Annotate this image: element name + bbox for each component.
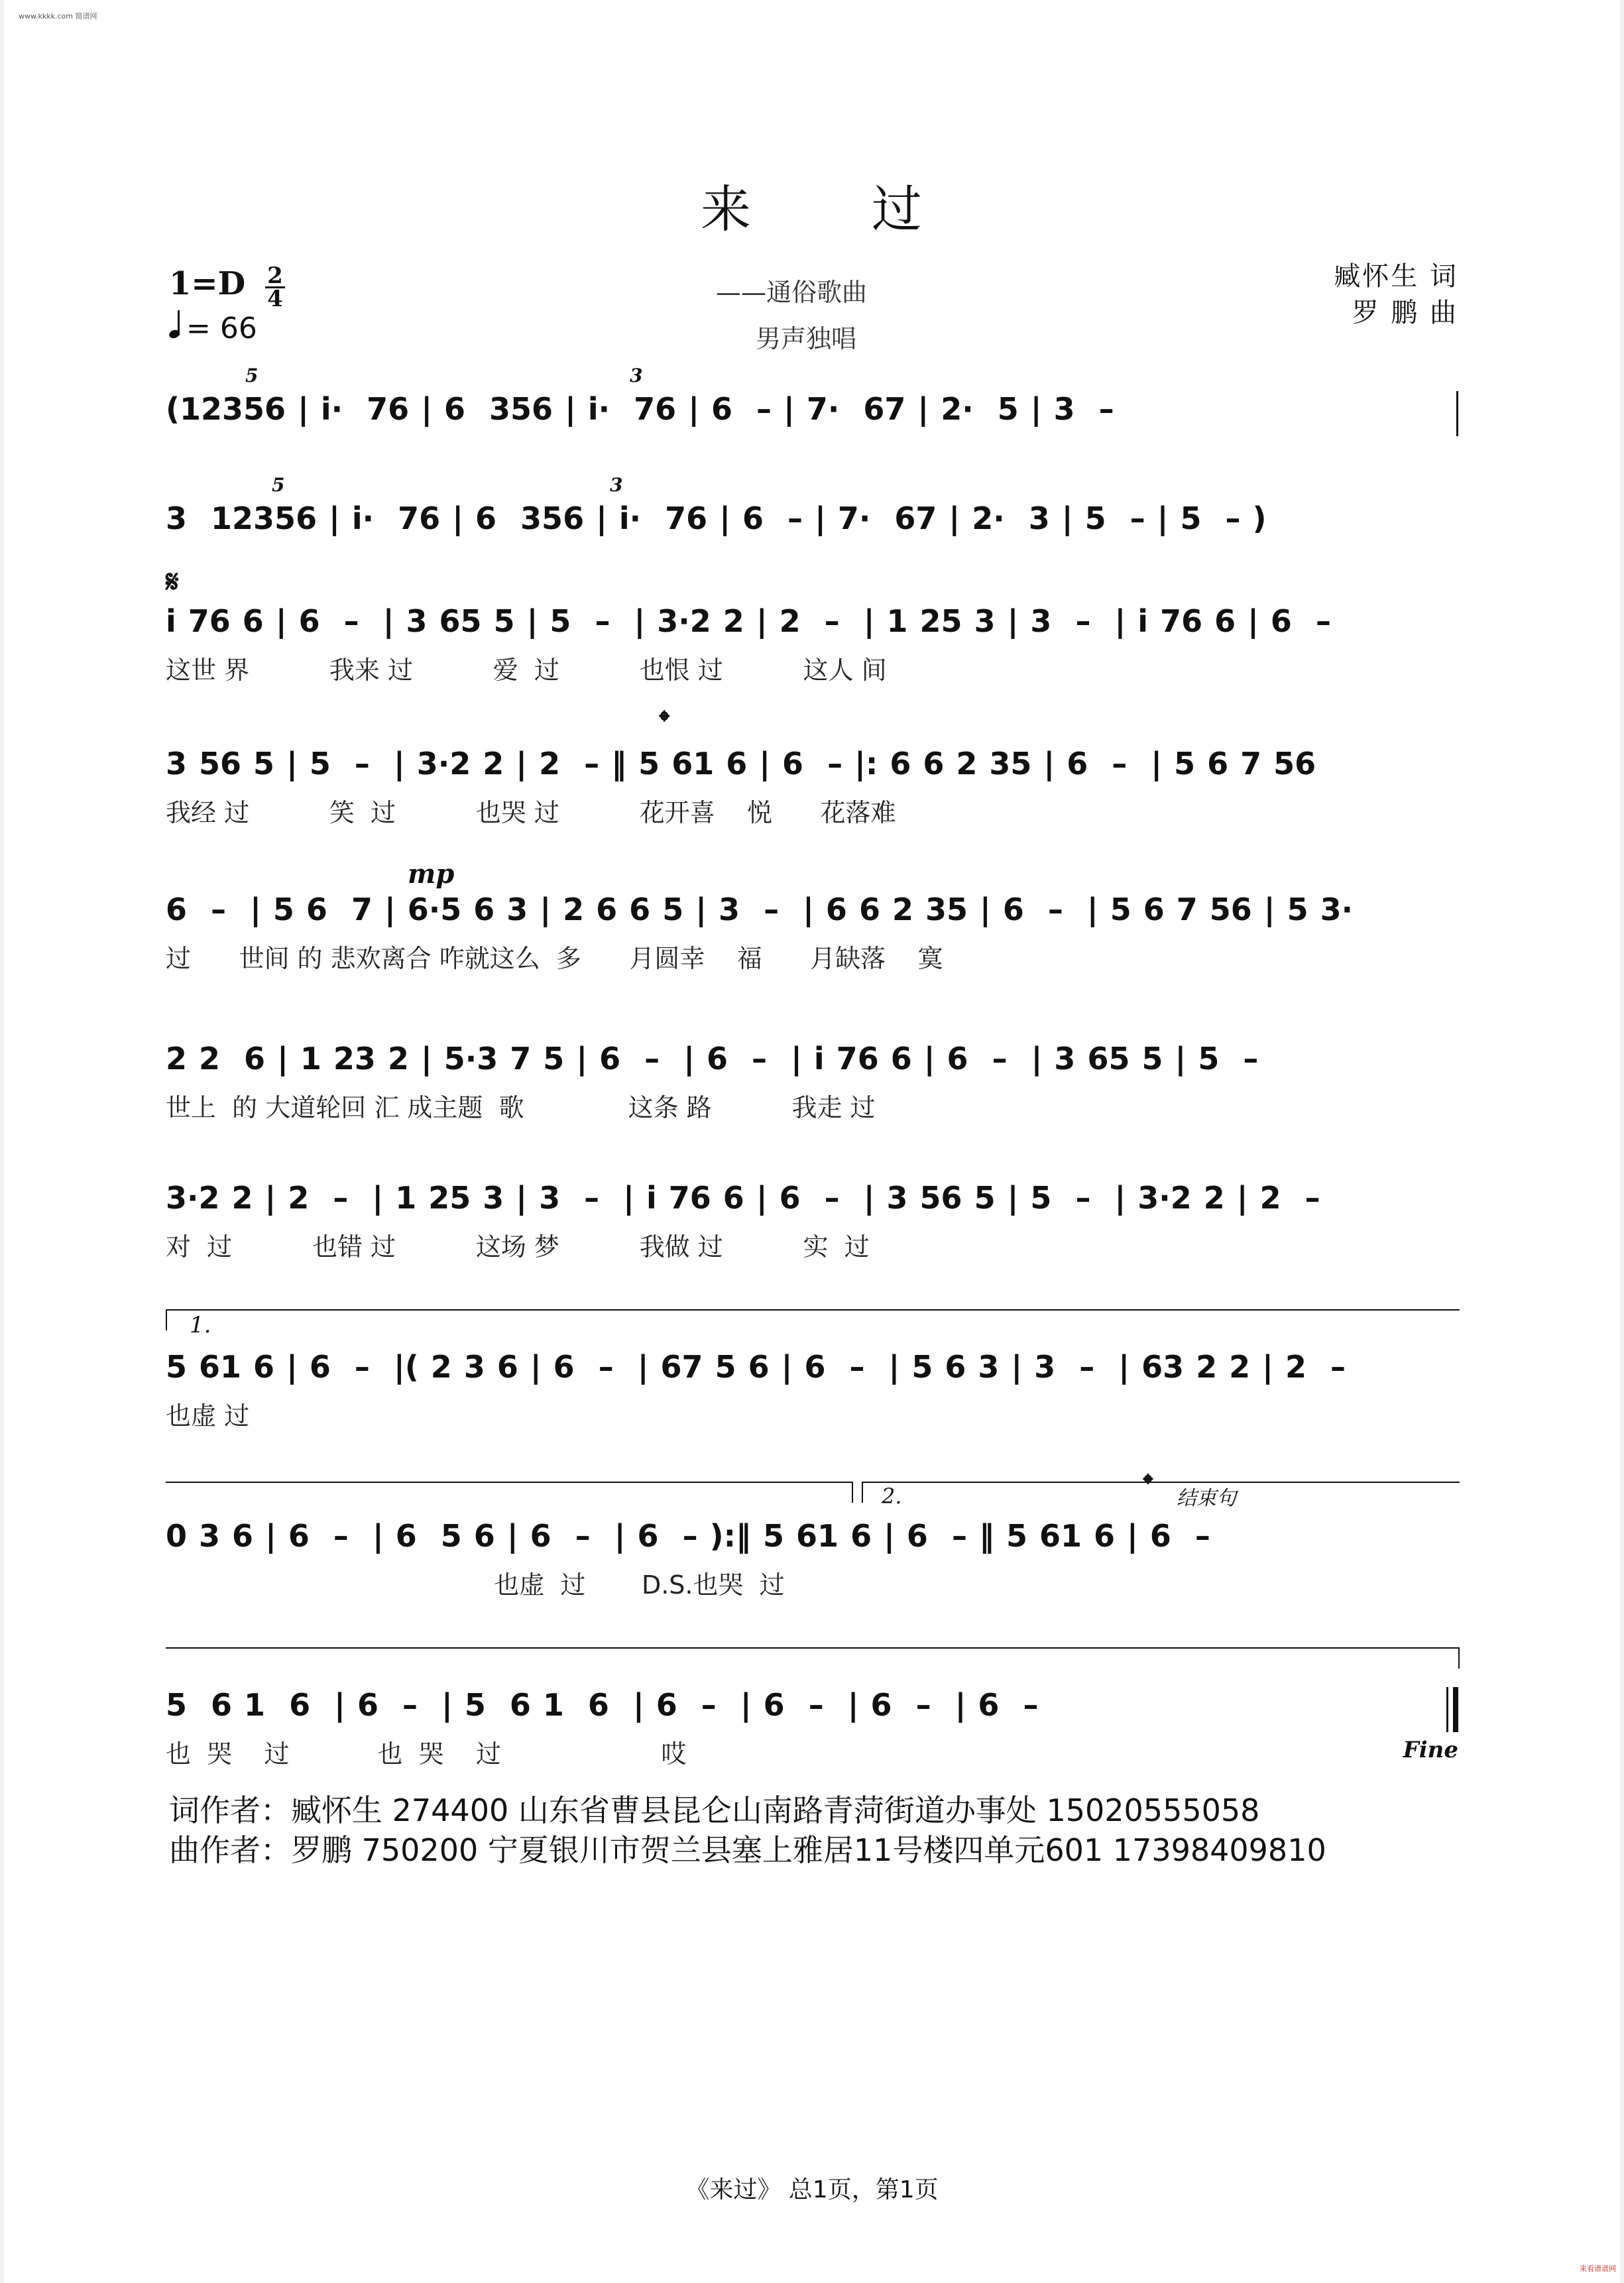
notation-line [166, 1041, 1458, 1087]
final-barline [1446, 1687, 1458, 1732]
notes: 3 56 5 | 5 – | 3·2 2 | 2 – ‖ 5 61 6 | 6 – |: 6 6 2 35 | 6 – | 5 6 7 56 [166, 746, 1316, 782]
score-system-8 [166, 1312, 1458, 1435]
score-system-2 [166, 474, 1458, 547]
score-system-9 [166, 1468, 1458, 1604]
genre-subtitle: ——通俗歌曲 [716, 278, 868, 307]
ending-1-bracket [166, 1309, 1460, 1330]
lyricist-credit: 臧怀生 词 [1334, 261, 1458, 292]
title-char-1: 来 [701, 180, 752, 239]
left-page-edge [0, 0, 4, 2283]
notation-line [166, 1180, 1458, 1226]
lyrics-line: 我经 过 笑 过 也哭 过 花开喜 悦 花落难 [166, 798, 896, 827]
corner-tag: 来看谱谱网 [1580, 2264, 1616, 2273]
voice-type: 男声独唱 [756, 324, 857, 353]
dynamic-mp: mp [408, 858, 455, 890]
tempo-marking [169, 312, 257, 345]
meter-bottom: 4 [267, 286, 283, 312]
lyrics-line: 过 世间 的 悲欢离合 咋就这么 多 月圆幸 福 月缺落 寞 [166, 944, 943, 973]
score-system-3 [166, 563, 1458, 689]
composer-credit: 罗 鹏 曲 [1352, 298, 1458, 328]
meter-top: 2 [267, 263, 283, 289]
score-system-10 [166, 1687, 1458, 1773]
tuplet-3-mark: 3 [610, 474, 623, 496]
final-bracket [166, 1647, 1460, 1668]
notation-line [166, 892, 1458, 938]
ending-1-label: 1. [190, 1312, 211, 1338]
notes: i 76 6 | 6 – | 3 65 5 | 5 – | 3·2 2 | 2 – | 1 25 3 | 3 – | i 76 6 | 6 – [166, 603, 1331, 639]
notes: 5 61 6 | 6 – |( 2 3 6 | 6 – | 67 5 6 | 6 – | 5 6 3 | 3 – | 63 2 2 | 2 – [166, 1349, 1346, 1385]
notation-line [166, 1518, 1458, 1564]
lyrics-line: 也 哭 过 也 哭 过 哎 [166, 1739, 687, 1769]
lyrics-line: 对 过 也错 过 这场 梦 我做 过 实 过 [166, 1232, 870, 1261]
notes: 5 6 1 6 | 6 – | 5 6 1 6 | 6 – | 6 – | 6 – | 6 – [166, 1687, 1039, 1723]
notes: 3 12356 | i· 76 | 6 356 | i· 76 | 6 – | 7· 67 | 2· 3 | 5 – | 5 – ) [166, 500, 1267, 536]
lyricist-address: 词作者：臧怀生 274400 山东省曹县昆仑山南路青菏街道办事处 15020555058 [169, 1792, 1260, 1828]
segno-mark: 𝄋 [166, 563, 179, 599]
coda-mark: 𝄌 [660, 705, 669, 737]
notation-line [166, 603, 1458, 650]
bar-end [1456, 391, 1458, 436]
coda-mark-2: 𝄌 [1143, 1468, 1153, 1499]
score-system-6 [166, 1041, 1458, 1127]
tuplet-5-mark: 5 [272, 474, 285, 496]
ending-2-bracket [862, 1482, 1460, 1503]
ending-2-label: 2. [882, 1484, 902, 1509]
notes: 0 3 6 | 6 – | 6 5 6 | 6 – | 6 – ):‖ 5 61 6 | 6 – ‖ 5 61 6 | 6 – [166, 1518, 1210, 1554]
lyrics-line: 世上 的 大道轮回 汇 成主题 歌 这条 路 我走 过 [166, 1093, 876, 1122]
notation-line [166, 500, 1458, 547]
right-page-edge [1620, 0, 1624, 2283]
lyrics-line: 也虚 过 [166, 1401, 250, 1431]
score-system-7 [166, 1180, 1458, 1266]
score-system-5 [166, 858, 1458, 978]
notes: (12356 | i· 76 | 6 356 | i· 76 | 6 – | 7· 67 | 2· 5 | 3 – [166, 391, 1114, 427]
time-signature [265, 265, 285, 310]
tuplet-3-mark: 3 [630, 365, 643, 386]
page-footer: 《来过》 总1页，第1页 [685, 2176, 939, 2203]
key-signature: 1=D [169, 265, 246, 302]
title-char-2: 过 [872, 180, 923, 239]
score-system-1 [166, 365, 1458, 438]
composer-address: 曲作者：罗鹏 750200 宁夏银川市贺兰县塞上雅居11号楼四单元601 17398409810 [169, 1832, 1326, 1868]
lyrics-line: 这世 界 我来 过 爱 过 也恨 过 这人 间 [166, 656, 887, 685]
score-system-4 [166, 705, 1458, 832]
site-tag: www.kkkk.com 简谱网 [19, 12, 97, 21]
notation-line [166, 1349, 1458, 1395]
quarter-note-icon [169, 312, 178, 338]
tuplet-5-mark: 5 [245, 365, 259, 386]
tempo-value: = 66 [186, 312, 257, 345]
coda-label: 结束句 [1177, 1487, 1236, 1510]
notes: 2 2 6 | 1 23 2 | 5·3 7 5 | 6 – | 6 – | i 76 6 | 6 – | 3 65 5 | 5 – [166, 1041, 1259, 1077]
notation-line [166, 1687, 1458, 1733]
fine-mark: Fine [1403, 1737, 1458, 1763]
notes: 3·2 2 | 2 – | 1 25 3 | 3 – | i 76 6 | 6 – | 3 56 5 | 5 – | 3·2 2 | 2 – [166, 1180, 1320, 1216]
notes: 6 – | 5 6 7 | 6·5 6 3 | 2 6 6 5 | 3 – | 6 6 2 35 | 6 – | 5 6 7 56 | 5 3· [166, 892, 1354, 927]
ending-1-continuation [166, 1482, 853, 1503]
notation-line [166, 391, 1458, 438]
lyrics-line: 也虚 过 D.S.也哭 过 [166, 1570, 785, 1600]
song-title [0, 169, 1624, 241]
notation-line [166, 746, 1458, 792]
